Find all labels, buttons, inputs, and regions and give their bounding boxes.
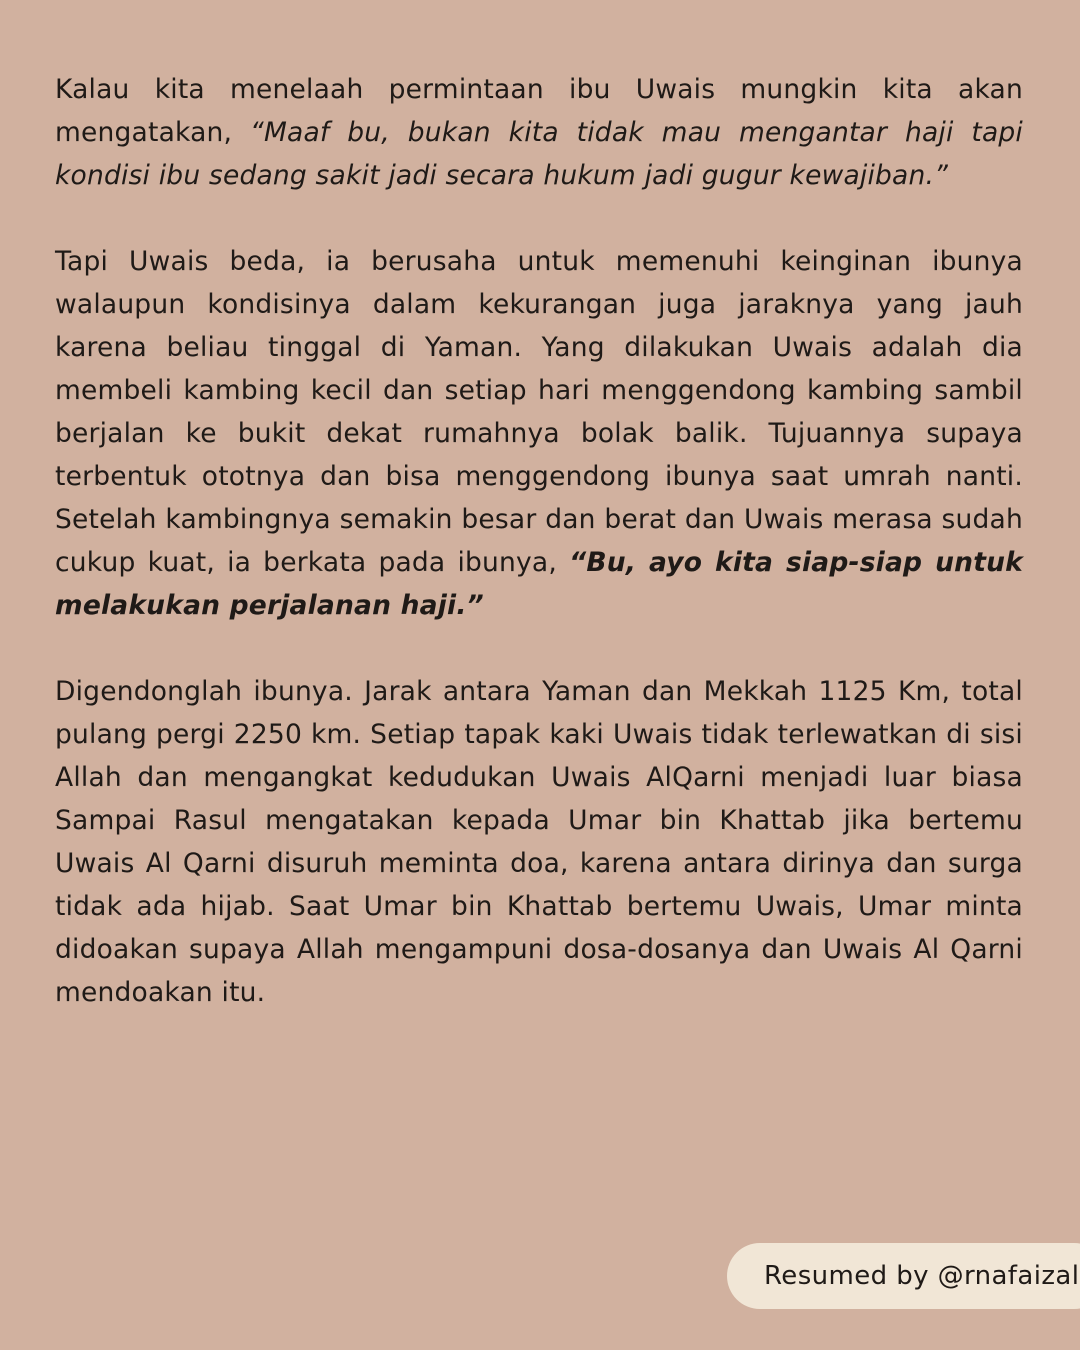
paragraph-3 bbox=[55, 670, 1023, 1014]
article-body bbox=[55, 68, 1023, 1014]
paragraph-2 bbox=[55, 240, 1023, 627]
paragraph-2-quote: “Bu, ayo kita siap-siap untuk melakukan perjalanan haji.” bbox=[55, 547, 1023, 621]
paragraph-1-quote: “Maaf bu, bukan kita tidak mau mengantar haji tapi kondisi ibu sedang sakit jadi secara hukum jadi gugur kewajiban.” bbox=[55, 117, 1023, 191]
paragraph-1 bbox=[55, 68, 1023, 197]
paragraph-3-text: Digendonglah ibunya. Jarak antara Yaman dan Mekkah 1125 Km, total pulang pergi 2250 km. Setiap tapak kaki Uwais tidak terlewatkan di sisi Allah dan mengangkat kedudukan Uwais AlQarni menjadi luar biasa Sampai Rasul mengatakan kepada Umar bin Khattab jika bertemu Uwais Al Qarni disuruh meminta doa, karena antara dirinya dan surga tidak ada hijab. Saat Umar bin Khattab bertemu Uwais, Umar minta didoakan supaya Allah mengampuni dosa-dosanya dan Uwais Al Qarni mendoakan itu. bbox=[55, 676, 1023, 1008]
credit-text: Resumed by @rnafaizal bbox=[764, 1261, 1080, 1291]
paragraph-1-text: Kalau kita menelaah permintaan ibu Uwais mungkin kita akan mengatakan, bbox=[55, 74, 1023, 148]
paragraph-2-text: Tapi Uwais beda, ia berusaha untuk memenuhi keinginan ibunya walaupun kondisinya dalam kekurangan juga jaraknya yang jauh karena beliau tinggal di Yaman. Yang dilakukan Uwais adalah dia membeli kambing kecil dan setiap hari menggendong kambing sambil berjalan ke bukit dekat rumahnya bolak balik. Tujuannya supaya terbentuk ototnya dan bisa menggendong ibunya saat umrah nanti. Setelah kambingnya semakin besar dan berat dan Uwais merasa sudah cukup kuat, ia berkata pada ibunya, bbox=[55, 246, 1023, 578]
credit-badge bbox=[727, 1243, 1080, 1309]
